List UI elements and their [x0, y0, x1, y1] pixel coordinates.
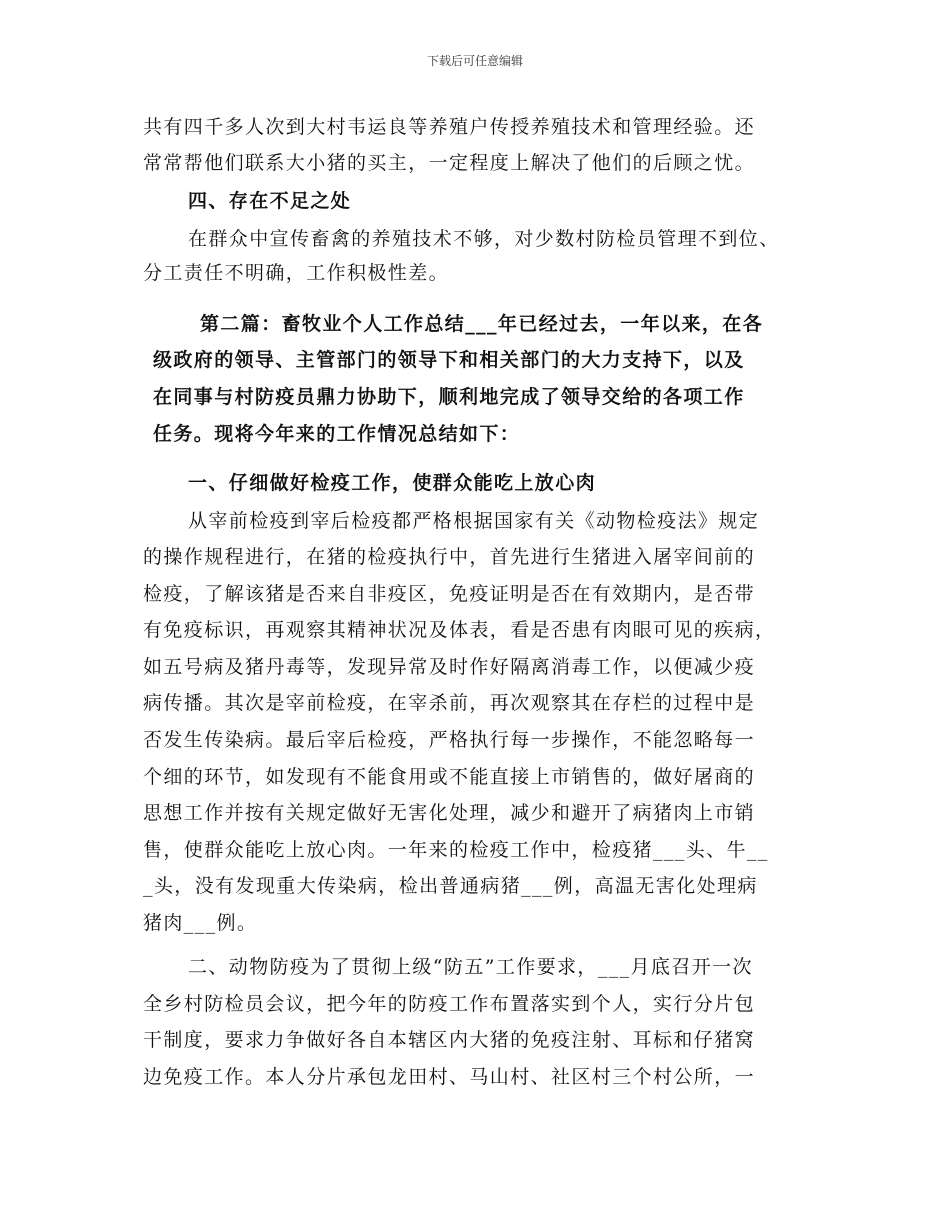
body-line: 检疫，了解该猪是否来自非疫区，免疫证明是否在有效期内，是否带: [143, 583, 756, 605]
chapter-title-line: 第二篇：畜牧业个人工作总结___年已经过去，一年以来，在各: [200, 313, 764, 335]
body-line: 猪肉___例。: [143, 912, 258, 934]
section-heading: 四、存在不足之处: [188, 190, 352, 212]
body-line: 从宰前检疫到宰后检疫都严格根据国家有关《动物检疫法》规定: [188, 510, 760, 532]
body-line: 否发生传染病。最后宰后检疫，严格执行每一步操作，不能忽略每一: [143, 729, 756, 751]
body-line: 有免疫标识，再观察其精神状况及体表，看是否患有肉眼可见的疾病，: [143, 619, 776, 641]
body-line: 病传播。其次是宰前检疫，在宰杀前，再次观察其在存栏的过程中是: [143, 692, 756, 714]
chapter-title-line: 任务。现将今年来的工作情况总结如下：: [153, 423, 521, 445]
body-line: 干制度，要求力争做好各自本辖区内大猪的免疫注射、耳标和仔猪窝: [143, 1029, 756, 1051]
body-line: 的操作规程进行，在猪的检疫执行中，首先进行生猪进入屠宰间前的: [143, 546, 756, 568]
body-line: 常常帮他们联系大小猪的买主，一定程度上解决了他们的后顾之忧。: [143, 152, 756, 174]
body-line: 全乡村防检员会议，把今年的防疫工作布置落实到个人，实行分片包: [143, 993, 756, 1015]
body-line: _头，没有发现重大传染病，检出普通病猪___例，高温无害化处理病: [143, 875, 758, 897]
body-line: 如五号病及猪丹毒等，发现异常及时作好隔离消毒工作，以便减少疫: [143, 656, 756, 678]
body-line: 分工责任不明确，工作积极性差。: [143, 262, 450, 284]
body-line: 二、动物防疫为了贯彻上级“防五”工作要求，___月底召开一次: [188, 956, 753, 978]
body-line: 思想工作并按有关规定做好无害化处理，减少和避开了病猪肉上市销: [143, 802, 756, 824]
body-line: 边免疫工作。本人分片承包龙田村、马山村、社区村三个村公所，一: [143, 1066, 756, 1088]
body-line: 在群众中宣传畜禽的养殖技术不够，对少数村防检员管理不到位、: [188, 228, 780, 250]
page-header-note: 下载后可任意编辑: [426, 54, 523, 68]
body-line: 共有四千多人次到大村韦运良等养殖户传授养殖技术和管理经验。还: [143, 116, 756, 138]
chapter-title-line: 级政府的领导、主管部门的领导下和相关部门的大力支持下，以及: [153, 349, 745, 371]
section-heading: 一、仔细做好检疫工作，使群众能吃上放心肉: [188, 472, 597, 494]
chapter-title-line: 在同事与村防疫员鼎力协助下，顺利地完成了领导交给的各项工作: [153, 386, 745, 408]
body-line: 个细的环节，如发现有不能食用或不能直接上市销售的，做好屠商的: [143, 766, 756, 788]
body-line: 售，使群众能吃上放心肉。一年来的检疫工作中，检疫猪___头、牛__: [143, 839, 769, 861]
